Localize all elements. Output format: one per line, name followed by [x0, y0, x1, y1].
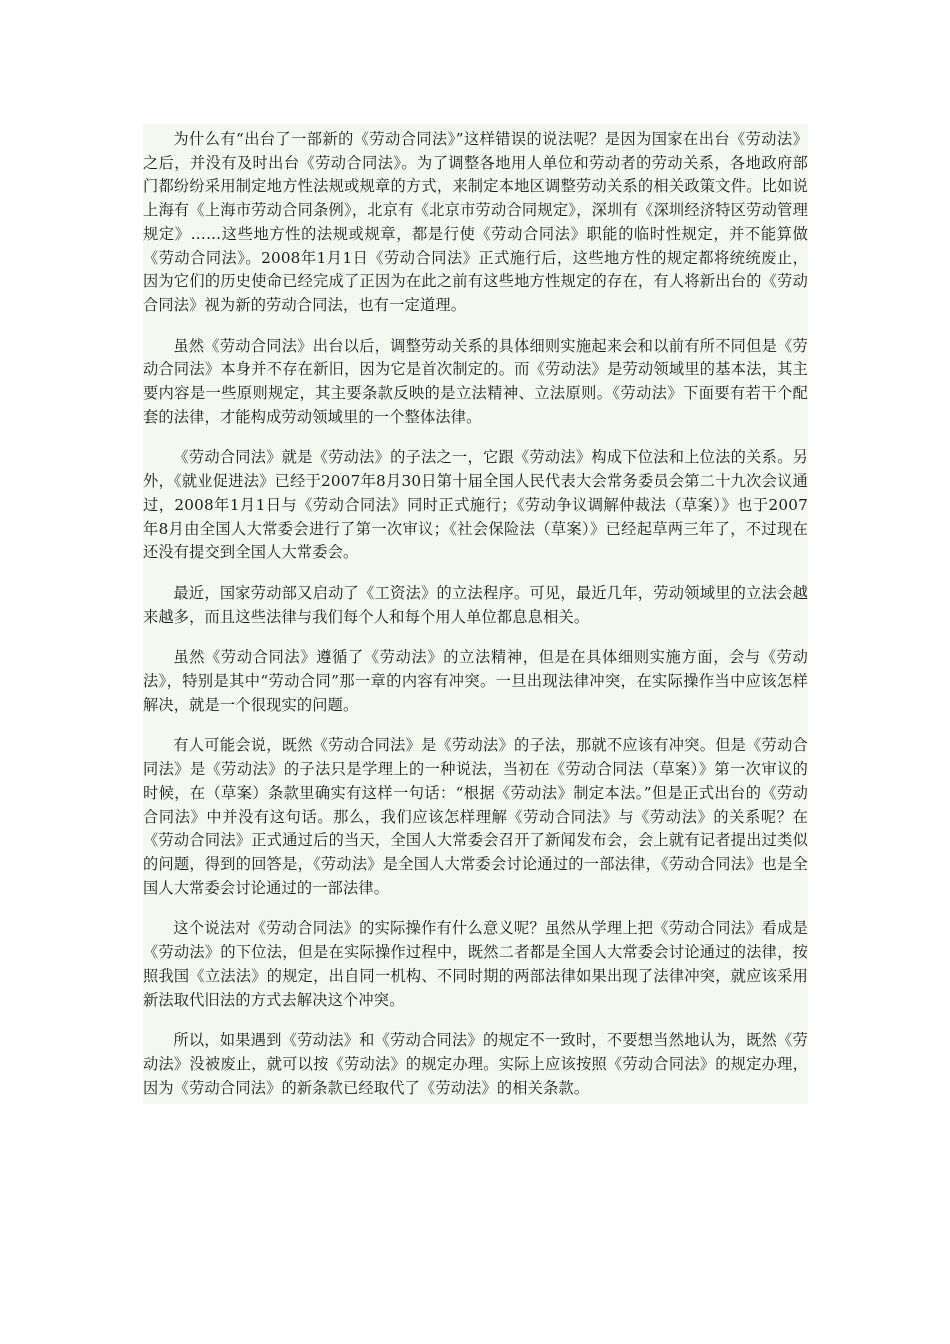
paragraph-4: 最近，国家劳动部又启动了《工资法》的立法程序。可见，最近几年，劳动领域里的立法会越来越多，而且这些法律与我们每个人和每个用人单位都息息相关。 [143, 583, 808, 626]
paragraph-1: 为什么有“出台了一部新的《劳动合同法》”这样错误的说法呢？是因为国家在出台《劳动法》之后，并没有及时出台《劳动合同法》。为了调整各地用人单位和劳动者的劳动关系，各地政府部门都纷纷采用制定地方性法规或规章的方式，来制定本地区调整劳动关系的相关政策文件。比如说上海有《上海市劳动合同条例》，北京有《北京市劳动合同规定》，深圳有《深圳经济特区劳动管理规定》……这些地方性的法规或规章，都是行使《劳动合同法》职能的临时性规定，并不能算做《劳动合同法》。2008年1月1日《劳动合同法》正式施行后，这些地方性的规定都将统统废止，因为它们的历史使命已经完成了正因为在此之前有这些地方性规定的存在，有人将新出台的《劳动合同法》视为新的劳动合同法，也有一定道理。 [143, 130, 808, 314]
paragraph-8: 所以，如果遇到《劳动法》和《劳动合同法》的规定不一致时，不要想当然地认为，既然《劳动法》没被废止，就可以按《劳动法》的规定办理。实际上应该按照《劳动合同法》的规定办理，因为《劳动合同法》的新条款已经取代了《劳动法》的相关条款。 [143, 1031, 808, 1097]
paragraph-7: 这个说法对《劳动合同法》的实际操作有什么意义呢？虽然从学理上把《劳动合同法》看成是《劳动法》的下位法，但是在实际操作过程中，既然二者都是全国人大常委会讨论通过的法律，按照我国《立法法》的规定，出自同一机构、不同时期的两部法律如果出现了法律冲突，就应该采用新法取代旧法的方式去解决这个冲突。 [143, 919, 808, 1009]
paragraph-3: 《劳动合同法》就是《劳动法》的子法之一，它跟《劳动法》构成下位法和上位法的关系。另外，《就业促进法》已经于2007年8月30日第十届全国人民代表大会常务委员会第二十九次会议通过，2008年1月1日与《劳动合同法》同时正式施行；《劳动争议调解仲裁法（草案）》也于2007年8月由全国人大常委会进行了第一次审议；《社会保险法（草案）》已经起草两三年了，不过现在还没有提交到全国人大常委会。 [143, 448, 808, 562]
paragraph-6: 有人可能会说，既然《劳动合同法》是《劳动法》的子法，那就不应该有冲突。但是《劳动合同法》是《劳动法》的子法只是学理上的一种说法，当初在《劳动合同法（草案）》第一次审议的时候，在（草案）条款里确实有这样一句话：“根据《劳动法》制定本法。”但是正式出台的《劳动合同法》中并没有这句话。那么，我们应该怎样理解《劳动合同法》与《劳动法》的关系呢？在《劳动合同法》正式通过后的当天，全国人大常委会召开了新闻发布会，会上就有记者提出过类似的问题，得到的回答是，《劳动法》是全国人大常委会讨论通过的一部法律，《劳动合同法》也是全国人大常委会讨论通过的一部法律。 [143, 736, 808, 897]
paragraph-5: 虽然《劳动合同法》遵循了《劳动法》的立法精神，但是在具体细则实施方面，会与《劳动法》，特别是其中“劳动合同”那一章的内容有冲突。一旦出现法律冲突，在实际操作当中应该怎样解决，就是一个很现实的问题。 [143, 648, 808, 714]
article-body [143, 124, 808, 1104]
paragraph-2: 虽然《劳动合同法》出台以后，调整劳动关系的具体细则实施起来会和以前有所不同但是《劳动合同法》本身并不存在新旧，因为它是首次制定的。而《劳动法》是劳动领域里的基本法，其主要内容是一些原则规定，其主要条款反映的是立法精神、立法原则。《劳动法》下面要有若干个配套的法律，才能构成劳动领域里的一个整体法律。 [143, 336, 808, 426]
